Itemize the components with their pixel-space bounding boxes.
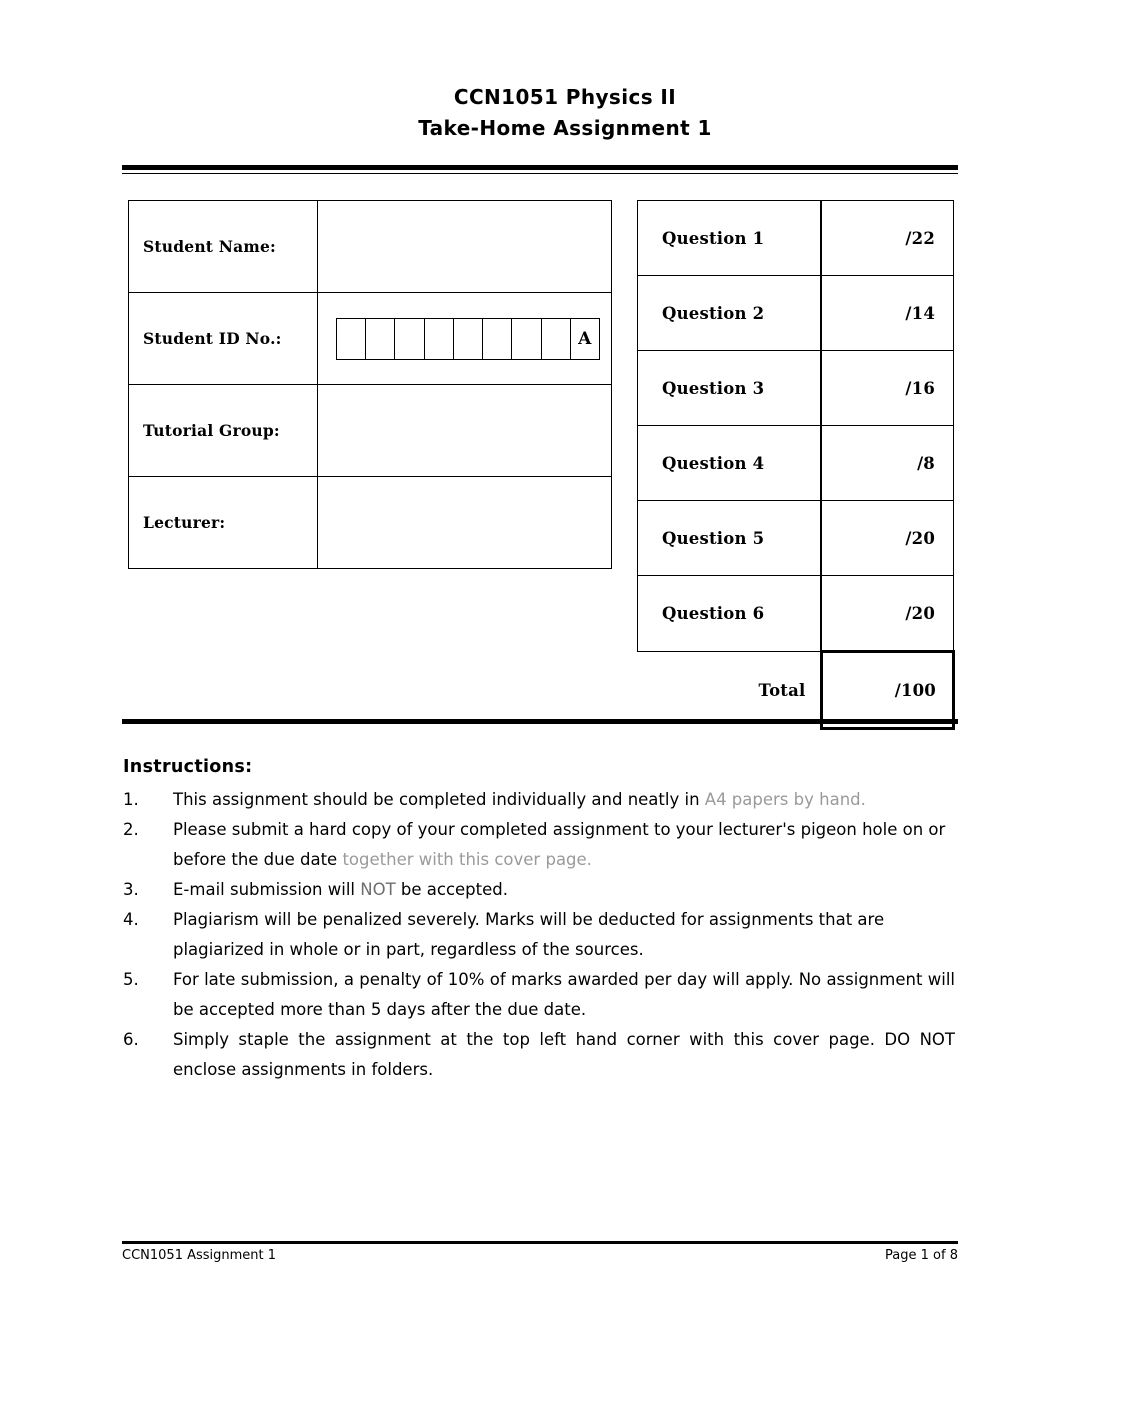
list-item (123, 905, 955, 965)
instruction-text: For late submission, a penalty of 10% of marks awarded per day will apply. No assignment will be accepted more than 5 days after the due date. (173, 970, 955, 1019)
table-row (638, 576, 954, 652)
table-row (129, 385, 612, 477)
table-row (129, 477, 612, 569)
id-box[interactable] (512, 319, 541, 359)
tutorial-group-label: Tutorial Group: (129, 385, 318, 477)
student-name-label: Student Name: (129, 201, 318, 293)
table-row (638, 276, 954, 351)
title-line-2: Take-Home Assignment 1 (418, 116, 712, 140)
list-item (123, 1025, 955, 1085)
lecturer-field[interactable] (318, 477, 612, 569)
question-2-score[interactable]: /14 (821, 276, 954, 351)
instruction-text: Simply staple the assignment at the top left hand corner with this cover page. DO NOT enclose assignments in folders. (173, 1030, 955, 1079)
table-row (638, 201, 954, 276)
question-4-label: Question 4 (638, 426, 822, 501)
total-score[interactable]: /100 (821, 652, 954, 729)
marks-table (637, 200, 955, 730)
id-box[interactable] (337, 319, 366, 359)
instruction-text (173, 815, 955, 875)
instruction-text-normal: This assignment should be completed individually and neatly in (173, 790, 705, 809)
id-box[interactable] (425, 319, 454, 359)
id-box-suffix: A (578, 328, 592, 349)
instruction-text-faded: A4 papers by hand. (704, 790, 866, 809)
student-name-field[interactable] (318, 201, 612, 293)
tutorial-group-field[interactable] (318, 385, 612, 477)
question-5-label: Question 5 (638, 501, 822, 576)
question-6-score[interactable]: /20 (821, 576, 954, 652)
list-item (123, 785, 955, 815)
list-item (123, 875, 955, 905)
instruction-text-post: be accepted. (395, 880, 508, 899)
instructions-heading: Instructions: (123, 757, 253, 777)
table-row (129, 293, 612, 385)
question-1-label: Question 1 (638, 201, 822, 276)
page-title (0, 82, 1130, 144)
list-item (123, 815, 955, 875)
footer-page-number: Page 1 of 8 (885, 1248, 958, 1263)
instruction-text-pre: E-mail submission will (173, 880, 361, 899)
title-line-1: CCN1051 Physics II (453, 85, 677, 109)
instruction-number: 6. (123, 1030, 139, 1049)
instruction-text: Plagiarism will be penalized severely. Marks will be deducted for assignments that are plagiarized in whole or in part, regardless of the sources. (173, 910, 885, 959)
section-divider (122, 719, 958, 724)
id-box[interactable] (542, 319, 571, 359)
instruction-text-faded: together with this cover page. (342, 850, 592, 869)
footer-left-text: CCN1051 Assignment 1 (122, 1248, 277, 1263)
question-6-label: Question 6 (638, 576, 822, 652)
student-info-table (128, 200, 612, 569)
question-3-score[interactable]: /16 (821, 351, 954, 426)
lecturer-label: Lecturer: (129, 477, 318, 569)
instruction-number: 2. (123, 820, 139, 839)
question-4-score[interactable]: /8 (821, 426, 954, 501)
list-item (123, 965, 955, 1025)
table-row-total (638, 652, 954, 729)
id-box[interactable] (454, 319, 483, 359)
table-row (638, 501, 954, 576)
student-id-boxes[interactable] (336, 318, 600, 360)
instruction-number: 5. (123, 970, 139, 989)
instruction-text-normal: Please submit a hard copy of your completed assignment to your lecturer's pigeon hole on or before the due date (173, 820, 946, 869)
table-row (638, 351, 954, 426)
table-row (129, 201, 612, 293)
instruction-number: 4. (123, 910, 139, 929)
instructions-list (123, 785, 955, 1085)
instruction-text (173, 875, 955, 905)
footer-divider (122, 1241, 958, 1244)
instruction-text (173, 785, 955, 815)
id-box[interactable] (395, 319, 424, 359)
instruction-text-faded: NOT (360, 880, 396, 899)
table-row (638, 426, 954, 501)
question-2-label: Question 2 (638, 276, 822, 351)
id-box[interactable] (366, 319, 395, 359)
page-footer (122, 1248, 958, 1263)
student-id-field[interactable] (318, 293, 612, 385)
instruction-number: 3. (123, 880, 139, 899)
question-1-score[interactable]: /22 (821, 201, 954, 276)
header-divider (122, 165, 958, 174)
id-box[interactable] (483, 319, 512, 359)
student-id-label: Student ID No.: (129, 293, 318, 385)
question-5-score[interactable]: /20 (821, 501, 954, 576)
question-3-label: Question 3 (638, 351, 822, 426)
total-label: Total (758, 680, 806, 700)
instruction-number: 1. (123, 790, 139, 809)
